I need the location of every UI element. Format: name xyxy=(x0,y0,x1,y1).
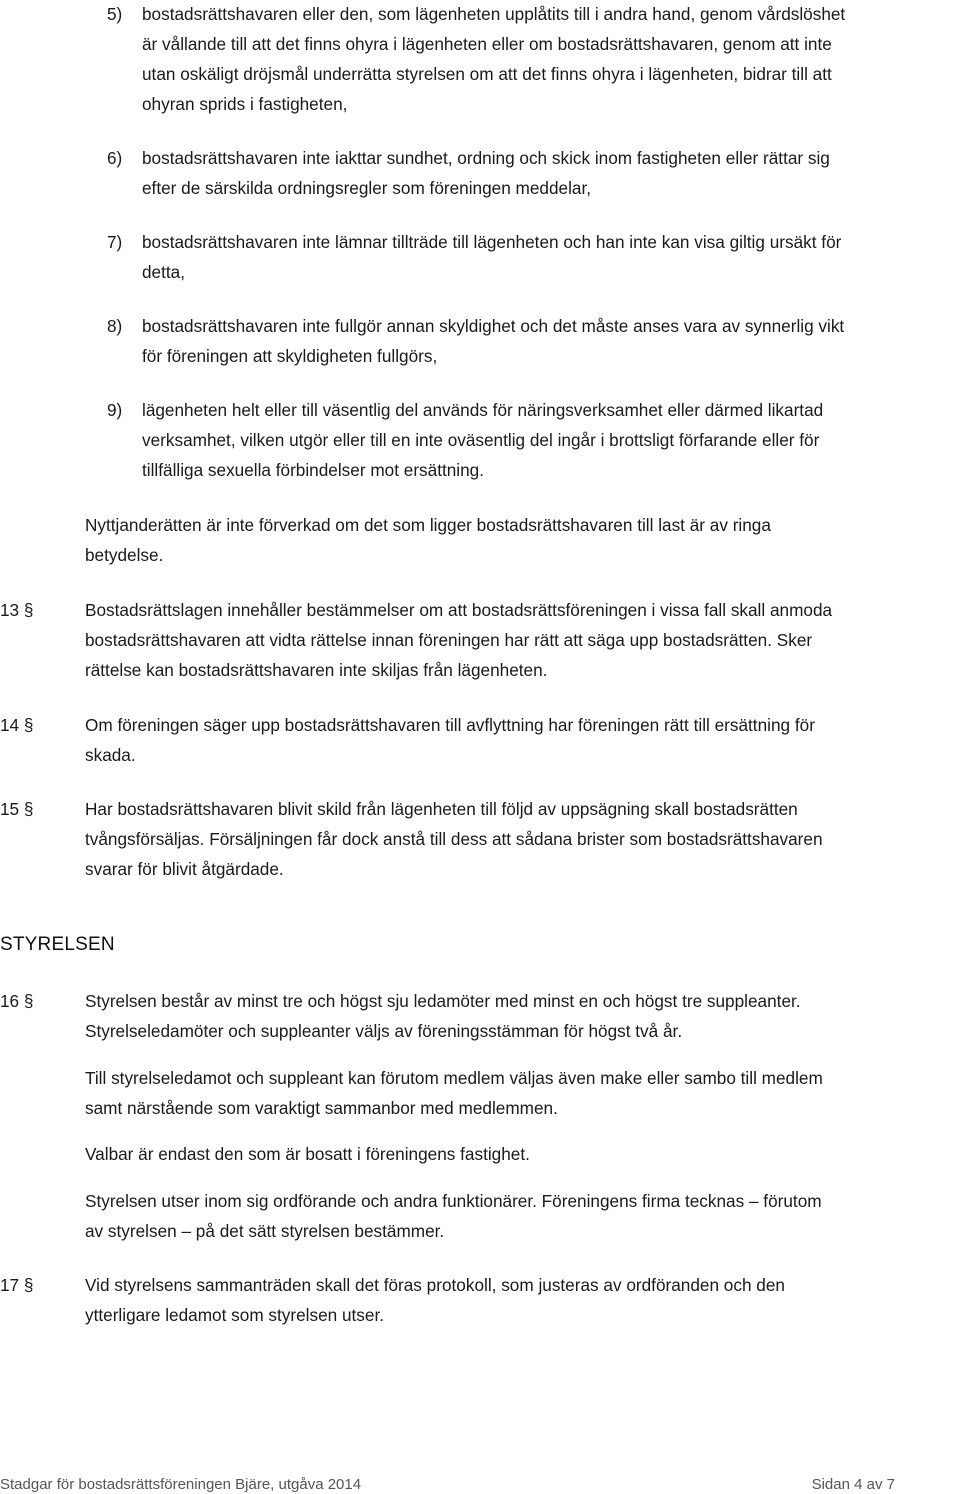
footer-page-number: Sidan 4 av 7 xyxy=(811,1476,895,1493)
footer-document-title: Stadgar för bostadsrättsföreningen Bjäre, utgåva 2014 xyxy=(0,1476,362,1493)
section-line: Har bostadsrättshavaren blivit skild från lägenheten till följd av uppsägning skall bostadsrätten xyxy=(85,799,798,819)
section-line: Till styrelseledamot och suppleant kan förutom medlem väljas även make eller sambo till medlem xyxy=(85,1068,823,1088)
list-number: 7) xyxy=(107,232,123,252)
section-line: skada. xyxy=(85,745,136,765)
section-line: Valbar är endast den som är bosatt i föreningens fastighet. xyxy=(85,1144,530,1164)
list-item-line: bostadsrättshavaren inte fullgör annan skyldighet och det måste anses vara av synnerlig vikt xyxy=(142,316,845,336)
section-line: Om föreningen säger upp bostadsrättshavaren till avflyttning har föreningen rätt till ersättning för xyxy=(85,715,815,735)
section-line: Styrelsen utser inom sig ordförande och andra funktionärer. Föreningens firma tecknas – förutom xyxy=(85,1191,822,1211)
list-item-line: tillfälliga sexuella förbindelser mot ersättning. xyxy=(142,460,485,480)
list-number: 9) xyxy=(107,400,123,420)
section-line: rättelse kan bostadsrättshavaren inte skiljas från lägenheten. xyxy=(85,660,548,680)
list-number: 8) xyxy=(107,316,123,336)
list-item-line: är vållande till att det finns ohyra i lägenheten eller om bostadsrättshavaren, genom att inte xyxy=(142,34,832,54)
list-number: 5) xyxy=(107,4,123,24)
section-number: 13 § xyxy=(0,600,34,620)
section-line: bostadsrättshavaren att vidta rättelse innan föreningen har rätt att säga upp bostadsrätten. Sker xyxy=(85,630,813,650)
list-item-line: ohyran sprids i fastigheten, xyxy=(142,94,348,114)
list-item-line: detta, xyxy=(142,262,186,282)
section-number: 15 § xyxy=(0,799,34,819)
list-item-line: efter de särskilda ordningsregler som föreningen meddelar, xyxy=(142,178,592,198)
list-item-line: bostadsrättshavaren inte lämnar tillträde till lägenheten och han inte kan visa giltig ursäkt för xyxy=(142,232,842,252)
section-line: tvångsförsäljas. Försäljningen får dock anstå till dess att sådana brister som bostadsrättshavaren xyxy=(85,829,823,849)
list-item-line: lägenheten helt eller till väsentlig del används för näringsverksamhet eller därmed likartad xyxy=(142,400,824,420)
section-line: Bostadsrättslagen innehåller bestämmelser om att bostadsrättsföreningen i vissa fall skall anmoda xyxy=(85,600,833,620)
section-line: ytterligare ledamot som styrelsen utser. xyxy=(85,1305,384,1325)
list-item-line: verksamhet, vilken utgör eller till en inte oväsentlig del ingår i brottsligt förfarande eller för xyxy=(142,430,820,450)
section-number: 16 § xyxy=(0,991,34,1011)
list-item-line: utan oskäligt dröjsmål underrätta styrelsen om att det finns ohyra i lägenheten, bidrar till att xyxy=(142,64,832,84)
list-number: 6) xyxy=(107,148,123,168)
section-line: svarar för blivit åtgärdade. xyxy=(85,859,284,879)
list-item-line: för föreningen att skyldigheten fullgörs, xyxy=(142,346,438,366)
section-number: 17 § xyxy=(0,1275,34,1295)
paragraph-line: betydelse. xyxy=(85,545,164,565)
section-line: Styrelsen består av minst tre och högst sju ledamöter med minst en och högst tre suppleanter. xyxy=(85,991,801,1011)
section-number: 14 § xyxy=(0,715,34,735)
section-line: Styrelseledamöter och suppleanter väljs av föreningsstämman för högst två år. xyxy=(85,1021,683,1041)
list-item-line: bostadsrättshavaren eller den, som lägenheten upplåtits till i andra hand, genom vårdslöshet xyxy=(142,4,846,24)
section-line: samt närstående som varaktigt sammanbor med medlemmen. xyxy=(85,1098,558,1118)
list-item-line: bostadsrättshavaren inte iakttar sundhet, ordning och skick inom fastigheten eller rättar sig xyxy=(142,148,830,168)
section-line: av styrelsen – på det sätt styrelsen bestämmer. xyxy=(85,1221,445,1241)
section-line: Vid styrelsens sammanträden skall det föras protokoll, som justeras av ordföranden och den xyxy=(85,1275,785,1295)
section-heading: STYRELSEN xyxy=(0,934,115,955)
paragraph-line: Nyttjanderätten är inte förverkad om det som ligger bostadsrättshavaren till last är av ringa xyxy=(85,515,771,535)
